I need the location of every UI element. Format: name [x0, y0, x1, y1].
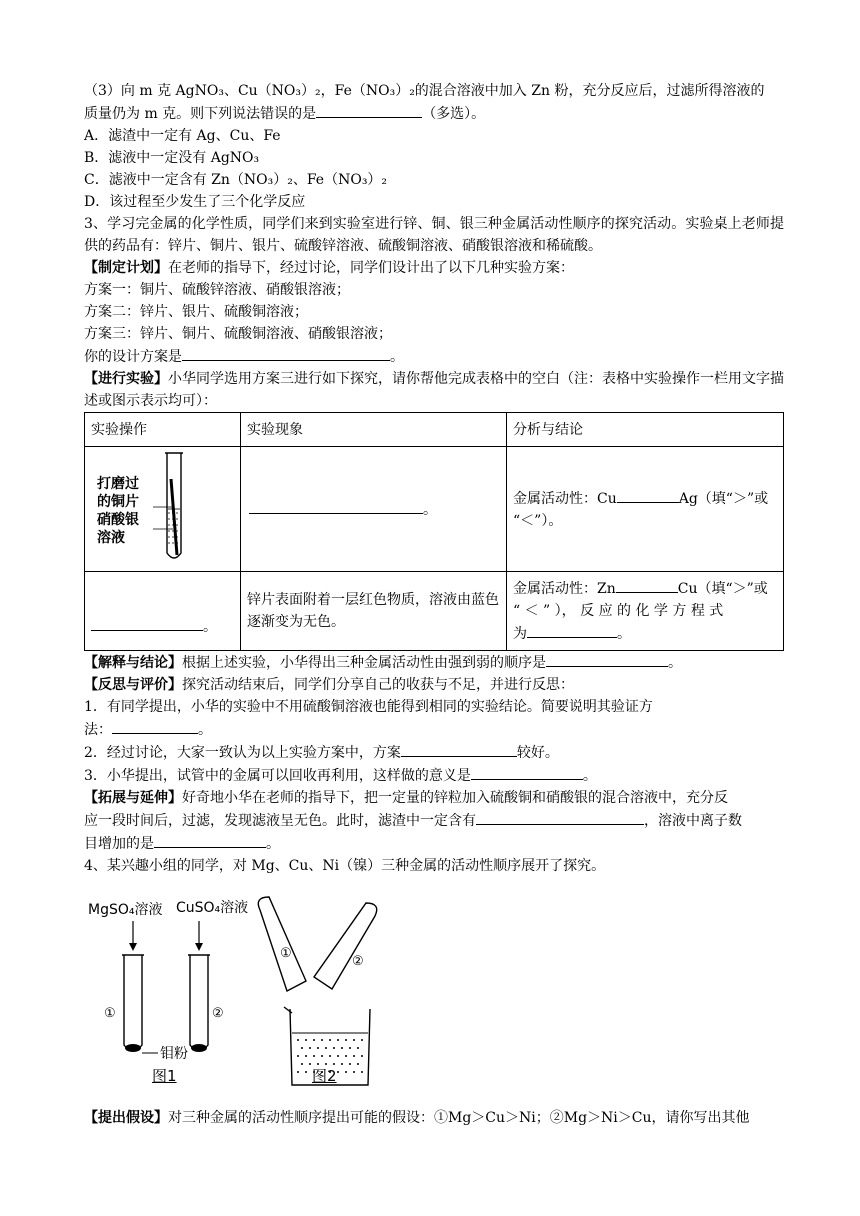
conclusion-hint-end: “ ＜ ” ）， 反 应 的 化 学 方 程 式 — [513, 603, 724, 619]
experiment-heading: 【进行实验】 — [84, 371, 168, 387]
answer-blank[interactable] — [249, 498, 423, 514]
reflect-item-3 — [84, 764, 784, 787]
plan-heading: 【制定计划】 — [84, 260, 168, 276]
period: 。 — [617, 626, 631, 642]
tube-1-number: ① — [104, 1006, 116, 1021]
label-silver-nitrate: 硝酸银 — [97, 512, 139, 528]
hypothesis-paragraph — [84, 1107, 784, 1129]
answer-blank[interactable] — [527, 622, 617, 638]
operation-figure-cell — [85, 447, 241, 572]
conclusion-hint-end: “＜”）。 — [513, 512, 563, 529]
reflect-item-1-cont — [84, 718, 784, 741]
answer-blank[interactable] — [616, 577, 678, 593]
answer-blank[interactable] — [471, 764, 583, 780]
extension-heading: 【拓展与延伸】 — [84, 790, 182, 806]
answer-blank[interactable] — [316, 102, 422, 118]
q3b-intro: 3、学习完金属的化学性质，同学们来到实验室进行锌、铜、银三种金属活动性顺序的探究活动。实验桌上老师提供的药品有：锌片、铜片、银片、硫酸锌溶液、硫酸铜溶液、硝酸银溶液和稀硫酸。 — [84, 216, 784, 254]
tilted-tube-2-number: ② — [352, 954, 364, 969]
q4-intro: 4、某兴趣小组的同学，对 Mg、Cu、Ni（镍）三种金属的活动性顺序展开了探究。 — [84, 858, 606, 874]
answer-blank[interactable] — [182, 345, 390, 361]
extension-line-2 — [84, 809, 784, 832]
q3-line1: （3）向 m 克 AgNO₃、Cu（NO₃）₂，Fe（NO₃）₂的混合溶液中加入 Zn 粉，充分反应后，过滤所得溶液的 — [84, 83, 765, 99]
extension-text-3: ，溶液中离子数 — [644, 813, 742, 829]
explain-text: 根据上述实验，小华得出三种金属活动性由强到弱的顺序是 — [182, 655, 546, 671]
q3-question-text: 质量仍为 m 克。则下列说法错误的是 — [84, 106, 317, 122]
explain-heading: 【解释与结论】 — [84, 655, 182, 671]
answer-blank[interactable] — [617, 487, 679, 503]
conclusion-hint: Cu（填“＞”或 — [677, 581, 768, 597]
period: 。 — [203, 619, 217, 635]
period: 。 — [423, 501, 437, 518]
arrow-head — [129, 943, 137, 951]
table-row — [85, 447, 784, 572]
header-phenomenon: 实验现象 — [241, 413, 507, 447]
test-tube-figure — [91, 449, 234, 569]
answer-blank[interactable] — [401, 741, 517, 757]
reflect-heading: 【反思与评价】 — [84, 677, 182, 693]
reflect-item-3-text: 3．小华提出，试管中的金属可以回收再利用，这样做的意义是 — [84, 768, 471, 784]
q3-line2 — [84, 102, 784, 125]
operation-cell — [85, 572, 241, 651]
q3-option-c: C．滤液中一定含有 Zn（NO₃）₂、Fe（NO₃）₂ — [84, 172, 388, 188]
document-page — [84, 80, 784, 1129]
experiment-table — [84, 412, 784, 651]
hypothesis-heading: 【提出假设】 — [84, 1110, 168, 1126]
reflect-item-2-text: 2．经过讨论，大家一致认为以上实验方案中，方案 — [84, 745, 401, 761]
method-label: 法： — [84, 722, 112, 738]
header-operation: 实验操作 — [85, 413, 241, 447]
q3-multi-note: （多选）。 — [422, 106, 486, 122]
answer-blank[interactable] — [112, 718, 198, 734]
conclusion-cell — [507, 572, 784, 651]
q3-option-d: D．该过程至少发生了三个化学反应 — [84, 194, 306, 210]
scheme-2: 方案二：锌片、银片、硫酸铜溶液； — [84, 304, 308, 320]
scheme-3: 方案三：锌片、铜片、硫酸铜溶液、硝酸银溶液； — [84, 326, 392, 342]
answer-blank[interactable] — [91, 615, 203, 631]
answer-blank[interactable] — [546, 651, 668, 667]
experiment-paragraph — [84, 368, 784, 412]
explain-paragraph — [84, 651, 784, 674]
label-mgso4: MgSO₄溶液 — [88, 902, 163, 918]
extension-text: 好奇地小华在老师的指导下，把一定量的锌粒加入硫酸铜和硝酸银的混合溶液中，充分反 — [182, 790, 728, 806]
reflect-item-2-end: 较好。 — [516, 745, 559, 761]
answer-blank[interactable] — [476, 809, 644, 825]
conclusion-text: 金属活动性：Cu — [513, 490, 617, 507]
tube-2 — [190, 955, 208, 1051]
conclusion-hint: Ag（填“＞”或 — [678, 490, 769, 507]
tube-1-powder — [125, 1044, 141, 1052]
conclusion-text: 金属活动性：Zn — [513, 581, 616, 597]
label-cuso4: CuSO₄溶液 — [176, 900, 249, 916]
plan-text: 在老师的指导下，经过讨论，同学们设计出了以下几种实验方案： — [168, 260, 574, 276]
reflect-item-2 — [84, 741, 784, 764]
period: 。 — [390, 349, 404, 365]
table-header-row — [85, 413, 784, 447]
tube-1 — [124, 955, 142, 1051]
q4-figures — [84, 877, 784, 1107]
period: 。 — [582, 768, 597, 784]
scheme-1: 方案一：铜片、硫酸锌溶液、硝酸银溶液； — [84, 282, 350, 298]
period: 。 — [198, 722, 212, 738]
experiment-text: 小华同学选用方案三进行如下探究，请你帮他完成表格中的空白（注：表格中实验操作一栏用文字描述或图示表示均可）： — [84, 371, 784, 409]
plan-paragraph — [84, 257, 784, 279]
header-conclusion: 分析与结论 — [507, 413, 784, 447]
hypothesis-text: 对三种金属的活动性顺序提出可能的假设：①Mg＞Cu＞Ni；②Mg＞Ni＞Cu，请你写出其他 — [168, 1110, 750, 1126]
label-powder: 钼粉 — [160, 1046, 188, 1062]
phenomenon-cell — [241, 447, 507, 572]
your-scheme-label: 你的设计方案是 — [84, 349, 182, 365]
beaker-spout — [284, 1007, 292, 1013]
reflect-paragraph — [84, 674, 784, 696]
period: 。 — [266, 836, 280, 852]
tilted-tube-1-number: ① — [280, 946, 292, 961]
equation-label: 为 — [513, 626, 527, 642]
figure-1-caption: 图1 — [152, 1067, 177, 1085]
your-scheme — [84, 345, 784, 368]
figure-labels — [97, 475, 139, 547]
tilted-tube-2 — [314, 903, 377, 989]
q3-option-b: B．滤液中一定没有 AgNO₃ — [84, 150, 260, 166]
reflect-text: 探究活动结束后，同学们分享自己的收获与不足，并进行反思： — [182, 677, 574, 693]
q3-option-a: A．滤渣中一定有 Ag、Cu、Fe — [84, 128, 281, 144]
period: 。 — [668, 655, 682, 671]
conclusion-cell — [507, 447, 784, 572]
tube-2-powder — [191, 1044, 207, 1052]
label-copper-sheet: 的铜片 — [97, 494, 139, 510]
reflect-item-1: 1．有同学提出，小华的实验中不用硫酸铜溶液也能得到相同的实验结论。简要说明其验证方 — [84, 699, 653, 715]
extension-text-4: 目增加的是 — [84, 836, 154, 852]
figure-2-caption: 图2 — [312, 1067, 337, 1085]
table-row — [85, 572, 784, 651]
label-polished: 打磨过 — [97, 476, 139, 492]
arrow-head — [195, 943, 203, 951]
extension-line-3 — [84, 832, 784, 855]
phenomenon-cell: 锌片表面附着一层红色物质，溶液由蓝色逐渐变为无色。 — [241, 572, 507, 651]
label-solution: 溶液 — [97, 530, 125, 546]
extension-paragraph — [84, 787, 784, 809]
tube-2-number: ② — [212, 1006, 224, 1021]
extension-text-2: 应一段时间后，过滤，发现滤液呈无色。此时，滤渣中一定含有 — [84, 813, 476, 829]
answer-blank[interactable] — [154, 832, 266, 848]
